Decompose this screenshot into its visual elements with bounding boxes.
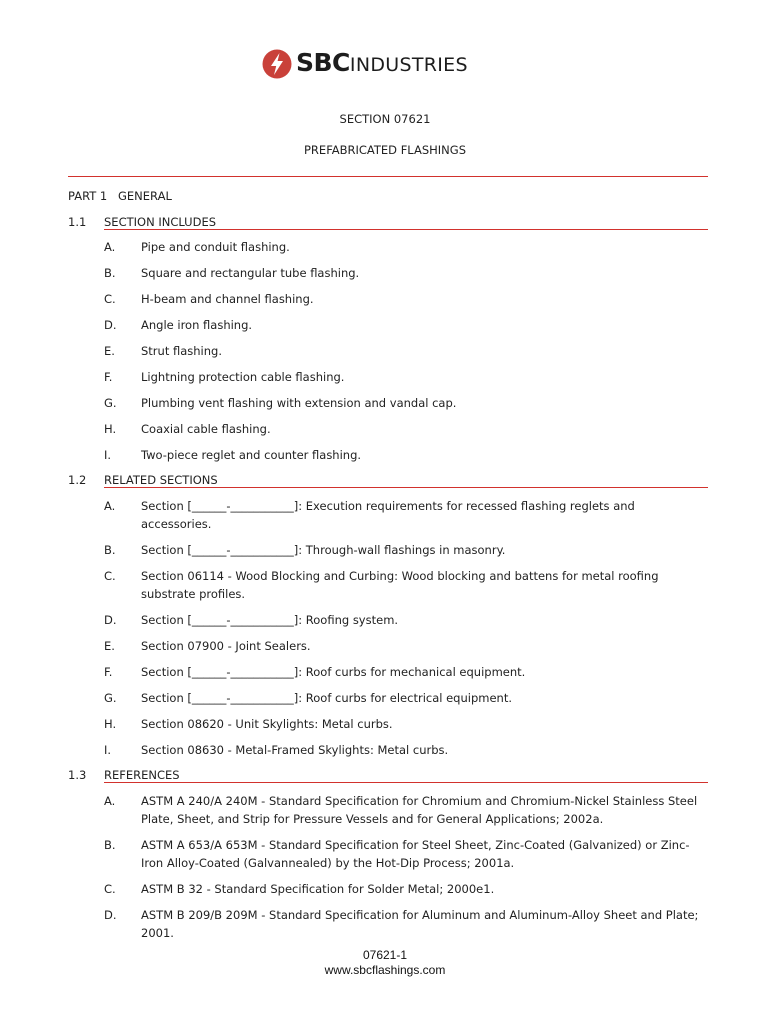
list-item-text: Section [______-___________]: Through-wall flashings in masonry. <box>141 543 506 557</box>
list-item-text: Section [______-___________]: Execution requirements for recessed flashing reglets and accessories. <box>141 499 635 531</box>
article-number: 1.2 <box>68 473 87 487</box>
logo-brand-rest: INDUSTRIES <box>349 54 468 76</box>
lightning-bolt-icon <box>262 49 292 79</box>
list-item-letter: C. <box>104 292 116 306</box>
list-item-letter: F. <box>104 665 113 679</box>
list-item-letter: F. <box>104 370 113 384</box>
list-item-letter: H. <box>104 717 117 731</box>
list-item-text: Section [______-___________]: Roof curbs for mechanical equipment. <box>141 665 526 679</box>
list-item-text: ASTM A 240/A 240M - Standard Specification for Chromium and Chromium-Nickel Stainless Steel Plate, Sheet, and Strip for Pressure Vessels and for General Applications; 2002a. <box>141 794 698 826</box>
list-item-letter: D. <box>104 613 117 627</box>
list-item-text: Section 07900 - Joint Sealers. <box>141 639 311 653</box>
article-number: 1.3 <box>68 768 87 782</box>
article-number: 1.1 <box>68 215 87 229</box>
article-underline <box>104 229 708 230</box>
list-item-letter: B. <box>104 266 116 280</box>
list-item-text: Section 08620 - Unit Skylights: Metal curbs. <box>141 717 393 731</box>
list-item-text: ASTM B 32 - Standard Specification for Solder Metal; 2000e1. <box>141 882 495 896</box>
list-item-letter: G. <box>104 691 117 705</box>
logo-brand-bold: SBC <box>296 48 350 77</box>
list-item-text: ASTM A 653/A 653M - Standard Specification for Steel Sheet, Zinc-Coated (Galvanized) or Zinc-Iron Alloy-Coated (Galvannealed) by the Hot-Dip Process; 2001a. <box>141 838 690 870</box>
list-item-text: Square and rectangular tube flashing. <box>141 266 360 280</box>
list-item-text: Section 06114 - Wood Blocking and Curbing: Wood blocking and battens for metal roofing substrate profiles. <box>141 569 659 601</box>
list-item-letter: I. <box>104 448 112 462</box>
list-item-text: Section 08630 - Metal-Framed Skylights: Metal curbs. <box>141 743 449 757</box>
list-item-text: Section [______-___________]: Roofing system. <box>141 613 399 627</box>
header-divider <box>68 176 708 177</box>
article-underline <box>104 782 708 783</box>
list-item-letter: D. <box>104 908 117 922</box>
list-item-letter: B. <box>104 838 116 852</box>
list-item-text: Lightning protection cable flashing. <box>141 370 345 384</box>
list-item-letter: H. <box>104 422 117 436</box>
list-item-text: Section [______-___________]: Roof curbs for electrical equipment. <box>141 691 512 705</box>
list-item-letter: C. <box>104 569 116 583</box>
list-item-text: Strut flashing. <box>141 344 222 358</box>
list-item-text: Two-piece reglet and counter flashing. <box>141 448 362 462</box>
article-title: REFERENCES <box>104 768 180 782</box>
company-logo <box>262 46 502 82</box>
section-number: SECTION 07621 <box>339 112 431 126</box>
list-item-letter: A. <box>104 794 116 808</box>
list-item-letter: E. <box>104 344 115 358</box>
page-number: 07621-1 <box>362 948 408 962</box>
list-item-letter: I. <box>104 743 112 757</box>
logo-wordmark <box>296 48 468 77</box>
article-title: SECTION INCLUDES <box>104 215 217 229</box>
part-title: GENERAL <box>118 189 172 203</box>
list-item-text: Coaxial cable flashing. <box>141 422 271 436</box>
list-item-text: Plumbing vent flashing with extension and vandal cap. <box>141 396 457 410</box>
article-underline <box>104 487 708 488</box>
list-item-letter: G. <box>104 396 117 410</box>
list-item-letter: C. <box>104 882 116 896</box>
list-item-text: Pipe and conduit flashing. <box>141 240 290 254</box>
list-item-letter: A. <box>104 499 116 513</box>
list-item-letter: B. <box>104 543 116 557</box>
footer-website-link[interactable]: www.sbcflashings.com <box>324 963 446 977</box>
list-item-text: ASTM B 209/B 209M - Standard Specification for Aluminum and Aluminum-Alloy Sheet and Plate; 2001. <box>141 908 699 940</box>
list-item-text: Angle iron flashing. <box>141 318 253 332</box>
list-item-letter: A. <box>104 240 116 254</box>
list-item-letter: E. <box>104 639 115 653</box>
article-title: RELATED SECTIONS <box>104 473 218 487</box>
list-item-text: H-beam and channel flashing. <box>141 292 314 306</box>
section-title: PREFABRICATED FLASHINGS <box>304 143 466 157</box>
list-item-letter: D. <box>104 318 117 332</box>
part-number: PART 1 <box>68 189 108 203</box>
